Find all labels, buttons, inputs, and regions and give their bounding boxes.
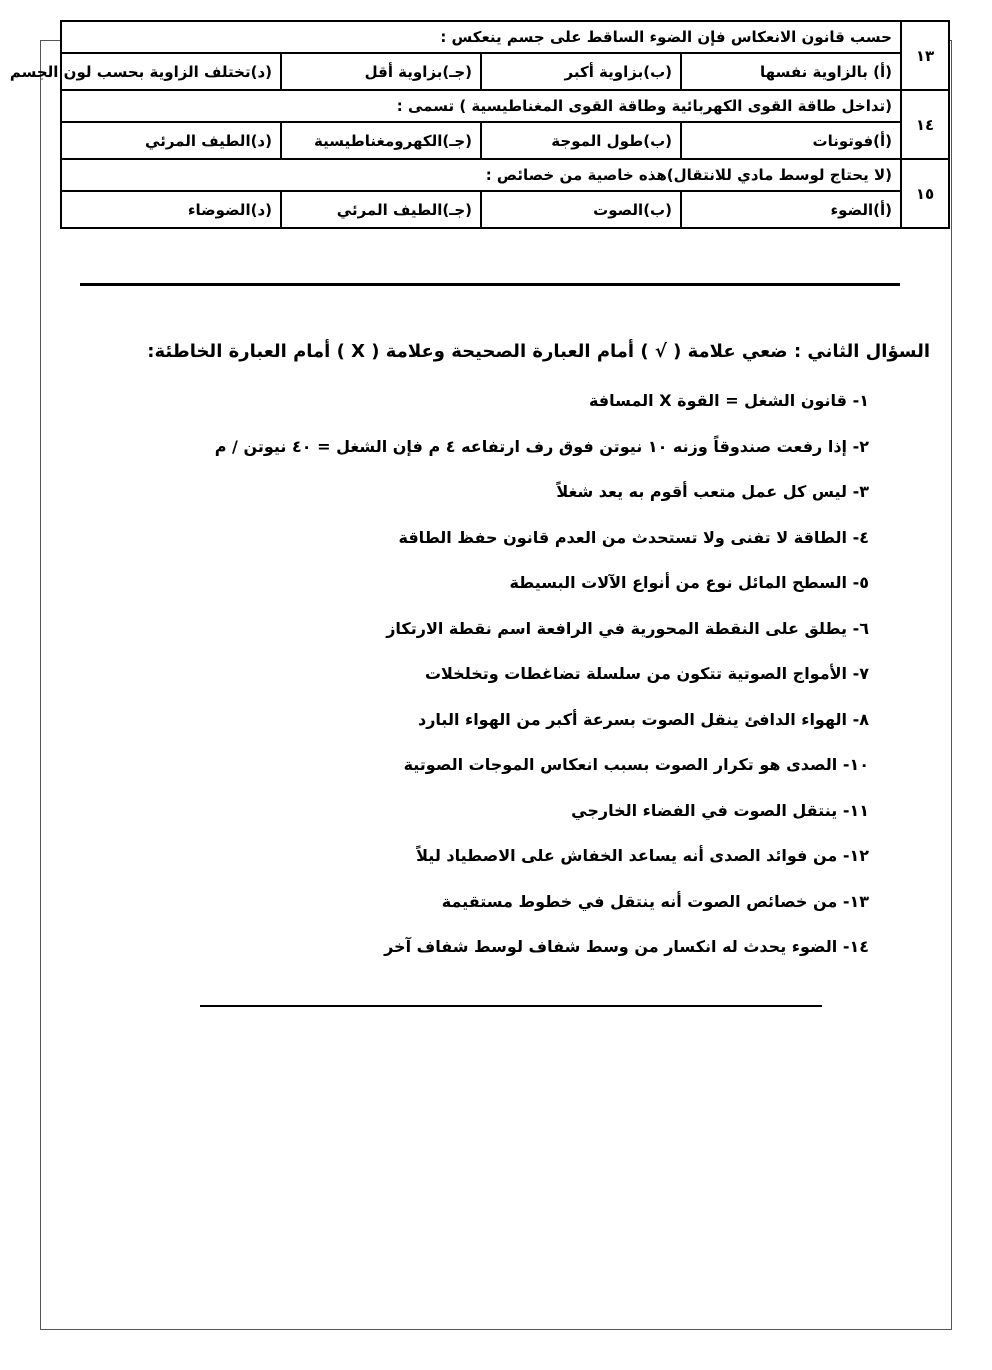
option-a[interactable]: (أ)فوتونات xyxy=(681,122,901,159)
statement-text: قانون الشغل = القوة X المسافة xyxy=(588,391,848,410)
option-d[interactable]: (د)الضوضاء xyxy=(61,191,281,228)
option-c[interactable]: (جـ)الكهرومغناطيسية xyxy=(281,122,481,159)
statement-text: ليس كل عمل متعب أقوم به يعد شغلاً xyxy=(556,482,848,501)
statement-text: إذا رفعت صندوقاً وزنه ١٠ نيوتن فوق رف ارتفاعه ٤ م فإن الشغل = ٤٠ نيوتن / م xyxy=(214,436,848,456)
statement-text: الضوء يحدث له انكسار من وسط شفاف لوسط شفاف آخر xyxy=(384,937,838,956)
question-row xyxy=(61,159,949,191)
statement-number: ٢- xyxy=(852,436,869,456)
statement-item xyxy=(169,796,869,842)
question-row xyxy=(61,90,949,122)
statement-text: ينتقل الصوت في الفضاء الخارجي xyxy=(571,800,838,820)
statement-number: ٥- xyxy=(852,573,869,592)
statement-text: السطح المائل نوع من أنواع الآلات البسيطة xyxy=(509,573,848,592)
options-row xyxy=(61,122,949,159)
statement-item xyxy=(169,568,869,614)
statement-item xyxy=(169,841,869,887)
statement-number: ٣- xyxy=(852,482,869,501)
statement-item xyxy=(169,386,869,432)
statement-text: من فوائد الصدى أنه يساعد الخفاش على الاصطياد ليلاً xyxy=(416,846,838,865)
section-divider xyxy=(80,283,900,286)
statement-item xyxy=(169,659,869,705)
statement-item xyxy=(169,432,869,478)
statement-number: ١١- xyxy=(842,800,869,820)
statement-item xyxy=(169,614,869,660)
end-divider xyxy=(200,1005,822,1007)
statement-item xyxy=(169,887,869,933)
question-row xyxy=(61,21,949,53)
statement-item xyxy=(169,932,869,978)
statements-list xyxy=(169,386,869,978)
option-a[interactable]: (أ)الضوء xyxy=(681,191,901,228)
statement-text: الطاقة لا تفنى ولا تستحدث من العدم قانون حفظ الطاقة xyxy=(398,527,848,547)
statement-text: من خصائص الصوت أنه ينتقل في خطوط مستقيمة xyxy=(441,891,838,911)
option-b[interactable]: (ب)بزاوية أكبر xyxy=(481,53,681,90)
option-a[interactable]: (أ) بالزاوية نفسها xyxy=(681,53,901,90)
statement-number: ١٢- xyxy=(842,846,869,865)
question-number: ١٤ xyxy=(901,90,949,159)
statement-item xyxy=(169,523,869,569)
question-number: ١٥ xyxy=(901,159,949,228)
statement-text: يطلق على النقطة المحورية في الرافعة اسم نقطة الارتكاز xyxy=(386,618,848,638)
option-d[interactable]: (د)الطيف المرئي xyxy=(61,122,281,159)
mcq-table xyxy=(9,20,950,229)
statement-number: ١٠- xyxy=(842,755,869,774)
statement-number: ١٤- xyxy=(842,937,869,956)
question-text: (تداخل طاقة القوى الكهربائية وطاقة القوى المغناطيسية ) تسمى : xyxy=(61,90,901,122)
option-b[interactable]: (ب)الصوت xyxy=(481,191,681,228)
statement-text: الصدى هو تكرار الصوت بسبب انعكاس الموجات الصوتية xyxy=(403,755,838,774)
statement-number: ٦- xyxy=(852,618,869,638)
question-2-title: السؤال الثاني : ضعي علامة ( √ ) أمام العبارة الصحيحة وعلامة ( X ) أمام العبارة الخاطئة: xyxy=(147,341,930,362)
option-c[interactable]: (جـ)الطيف المرئي xyxy=(281,191,481,228)
options-row xyxy=(61,191,949,228)
statement-item xyxy=(169,705,869,751)
options-row xyxy=(61,53,949,90)
statement-number: ٧- xyxy=(852,664,869,683)
statement-number: ٨- xyxy=(852,709,869,729)
statement-text: الهواء الدافئ ينقل الصوت بسرعة أكبر من الهواء البارد xyxy=(417,709,848,729)
statement-item xyxy=(169,750,869,796)
statement-number: ٤- xyxy=(852,527,869,547)
statement-number: ١- xyxy=(852,391,869,410)
option-b[interactable]: (ب)طول الموجة xyxy=(481,122,681,159)
statement-number: ١٣- xyxy=(842,891,869,911)
question-text: (لا يحتاج لوسط مادي للانتقال)هذه خاصية من خصائص : xyxy=(61,159,901,191)
question-text: حسب قانون الانعكاس فإن الضوء الساقط على جسم ينعكس : xyxy=(61,21,901,53)
option-c[interactable]: (جـ)بزاوية أقل xyxy=(281,53,481,90)
option-d[interactable]: (د)تختلف الزاوية بحسب لون الجسم xyxy=(61,53,281,90)
statement-text: الأمواج الصوتية تتكون من سلسلة تضاغطات وتخلخلات xyxy=(424,664,848,683)
question-number: ١٣ xyxy=(901,21,949,90)
statement-item xyxy=(169,477,869,523)
